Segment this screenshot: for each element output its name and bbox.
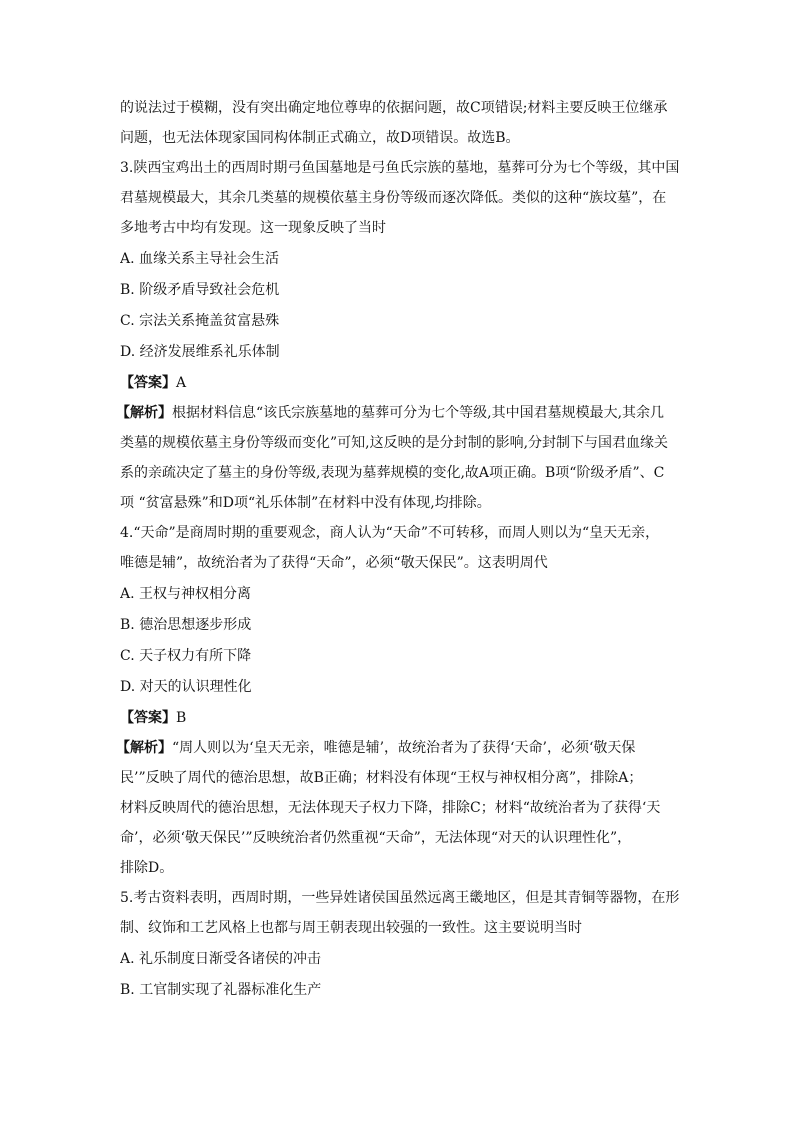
q3-answer [120,373,680,393]
q3-option-c: C. 宗法关系掩盖贫富悬殊 [120,313,280,329]
q4-stem-line-2: 唯德是辅”，故统治者为了获得“天命”，必须“敬天保民”。这表明周代 [120,555,548,571]
prev-analysis-line-1: 的说法过于模糊，没有突出确定地位尊卑的依据问题，故C项错误;材料主要反映王位继承 [120,100,668,116]
q3-answer-value: A [176,375,187,391]
q3-option-a: A. 血缘关系主导社会生活 [120,251,280,267]
q3-stem-line-2: 君墓规模最大，其余几类墓的规模依墓主身份等级而逐次降低。类似的这种“族坟墓”，在 [120,190,667,206]
document-page [116,98,680,1000]
q3-answer-label: 【答案】 [120,375,176,391]
q3-analysis-line-3: 系的亲疏决定了墓主的身份等级,表现为墓葬规模的变化,故A项正确。B项“阶级矛盾”、C [120,465,665,481]
q3-analysis-line-1 [116,403,680,423]
q4-option-d: D. 对天的认识理性化 [120,679,252,695]
q4-analysis-line-3: 材料反映周代的德治思想，无法体现天子权力下降，排除C；材料“故统治者为了获得‘天 [120,800,661,816]
prev-analysis-line-2: 问题，也无法体现家国同构体制正式确立，故D项错误。故选B。 [120,130,520,146]
q4-option-b: B. 德治思想逐步形成 [120,617,252,633]
q4-option-a: A. 王权与神权相分离 [120,586,252,602]
q4-analysis-line-2: 民’”反映了周代的德治思想，故B正确；材料没有体现“王权与神权相分离”，排除A； [120,770,643,786]
q4-answer-value: B [176,710,187,726]
q4-analysis-line-1 [116,738,680,758]
q4-analysis-line-5: 排除D。 [120,860,174,876]
q4-answer-label: 【答案】 [120,710,176,726]
q4-stem-line-1: 4.“天命”是商周时期的重要观念，商人认为“天命”不可转移，而周人则以为“皇天无亲， [120,525,660,541]
q4-analysis-text-1: “周人则以为‘皇天无亲，唯德是辅’，故统治者为了获得‘天命’，必须‘敬天保 [172,740,636,756]
q3-stem-line-1: 3.陕西宝鸡出土的西周时期弓鱼国墓地是弓鱼氏宗族的墓地，墓葬可分为七个等级，其中国 [120,160,680,176]
q3-stem-line-3: 多地考古中均有发现。这一现象反映了当时 [120,220,386,236]
q4-analysis-line-4: 命’，必须‘敬天保民’”反映统治者仍然重视“天命”，无法体现“对天的认识理性化”， [120,830,632,846]
q3-option-d: D. 经济发展维系礼乐体制 [120,344,280,360]
q5-option-b: B. 工官制实现了礼器标准化生产 [120,982,322,998]
q3-option-b: B. 阶级矛盾导致社会危机 [120,282,280,298]
q5-option-a: A. 礼乐制度日渐受各诸侯的冲击 [120,951,322,967]
q4-answer [120,708,680,728]
q3-analysis-line-4: 项 “贫富悬殊”和D项“礼乐体制”在材料中没有体现,均排除。 [120,495,491,511]
q3-analysis-text-1: 根据材料信息“该氏宗族墓地的墓葬可分为七个等级,其中国君墓规模最大,其余几 [172,405,665,421]
q5-stem-line-1: 5.考古资料表明，西周时期，一些异姓诸侯国虽然远离王畿地区，但是其青铜等器物，在形 [120,890,680,906]
q3-analysis-line-2: 类墓的规模依墓主身份等级而变化”可知,这反映的是分封制的影响,分封制下与国君血缘关 [120,435,669,451]
q3-analysis-label: 【解析】 [116,405,172,421]
q4-analysis-label: 【解析】 [116,740,172,756]
q5-stem-line-2: 制、纹饰和工艺风格上也都与周王朝表现出较强的一致性。这主要说明当时 [120,920,582,936]
q4-option-c: C. 天子权力有所下降 [120,648,252,664]
